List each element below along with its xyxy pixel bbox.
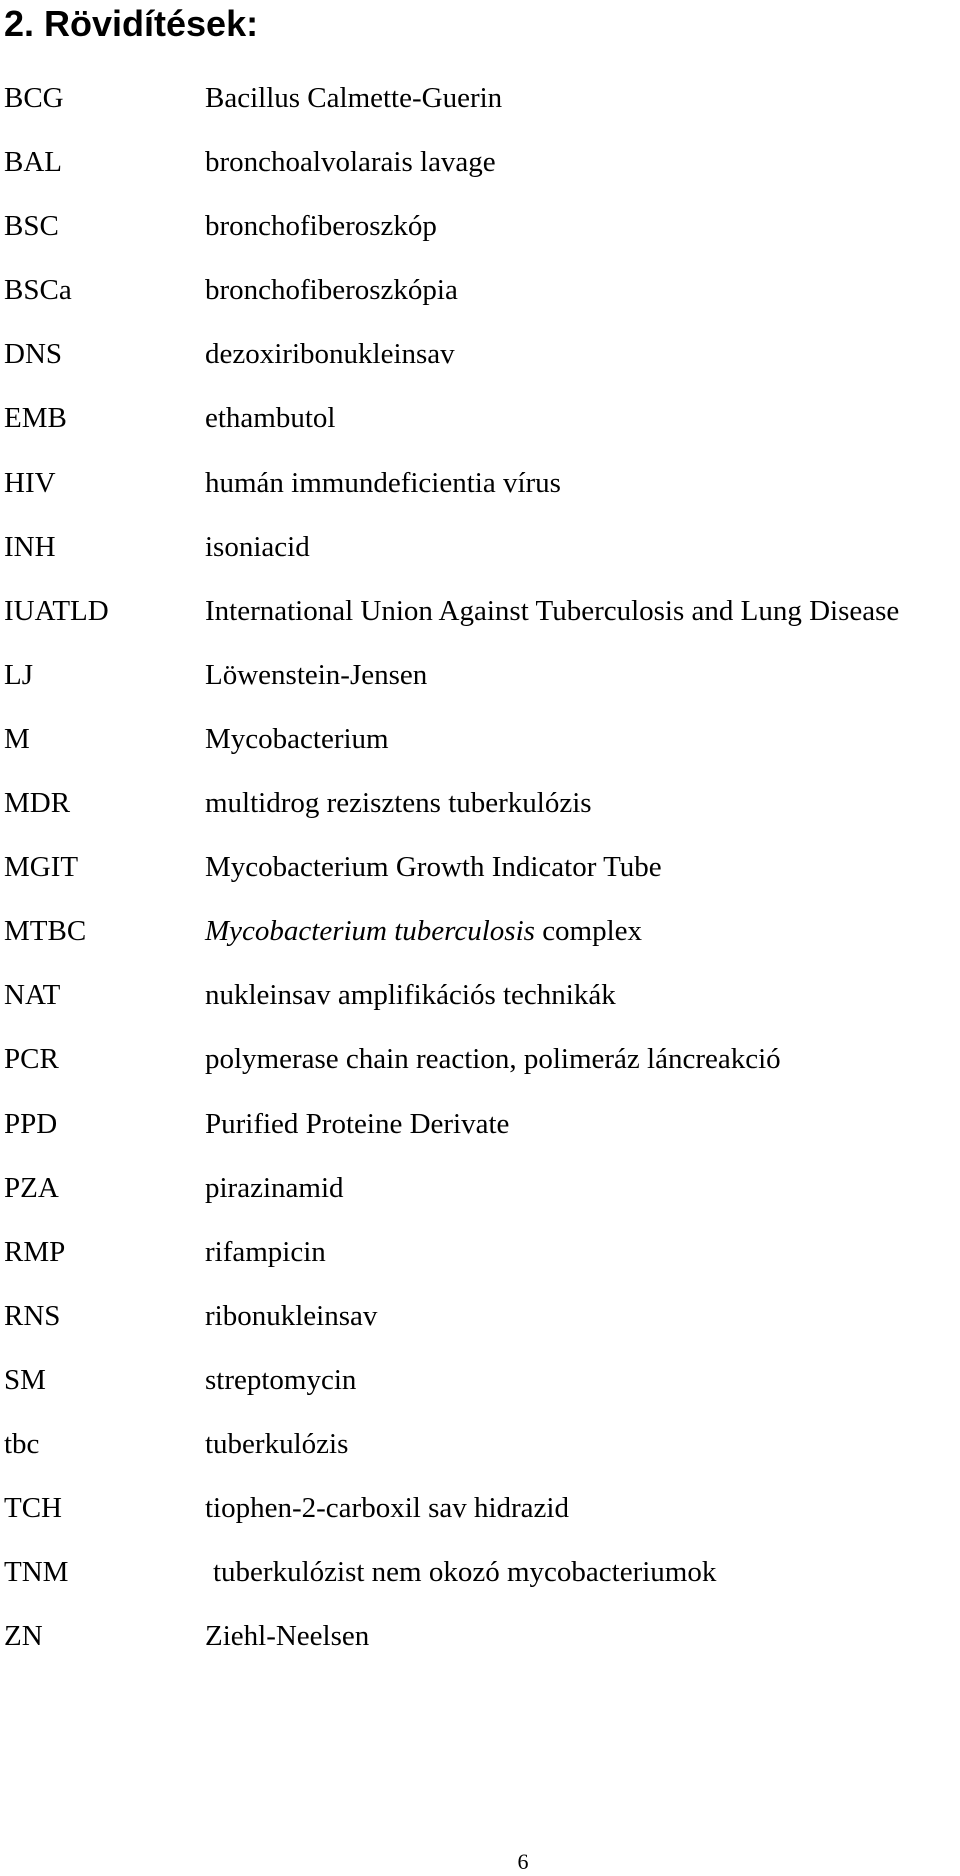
abbreviation-definition: Ziehl-Neelsen xyxy=(205,1620,370,1653)
abbreviation: MTBC xyxy=(4,915,87,948)
abbreviation-row-pcr xyxy=(0,1031,960,1095)
abbreviation-row-bsc xyxy=(0,198,960,262)
abbreviation-definition: Mycobacterium xyxy=(205,722,389,755)
abbreviation-row-dns xyxy=(0,326,960,390)
abbreviation-definition: streptomycin xyxy=(205,1363,357,1396)
abbreviation: HIV xyxy=(4,466,56,499)
abbreviation-list xyxy=(0,70,960,1672)
abbreviation-definition: multidrog rezisztens tuberkulózis xyxy=(205,787,592,820)
abbreviation-row-mgit xyxy=(0,839,960,903)
abbreviation-definition: isoniacid xyxy=(205,530,310,563)
abbreviation-row-lj xyxy=(0,647,960,711)
abbreviation: MGIT xyxy=(4,851,79,884)
abbreviation: SM xyxy=(4,1363,46,1396)
abbreviation-definition: International Union Against Tuberculosis and Lung Disease xyxy=(205,594,900,627)
abbreviation-row-sm xyxy=(0,1352,960,1416)
abbreviation: ZN xyxy=(4,1620,43,1653)
abbreviation-row-bsca xyxy=(0,262,960,326)
abbreviation: BCG xyxy=(4,82,64,114)
abbreviation: PPD xyxy=(4,1107,58,1140)
abbreviation-row-pza xyxy=(0,1160,960,1224)
abbreviation-definition: humán immundeficientia vírus xyxy=(205,466,561,499)
abbreviation-row-tnm xyxy=(0,1544,960,1608)
abbreviation: PCR xyxy=(4,1043,59,1076)
abbreviation: RMP xyxy=(4,1235,66,1268)
abbreviation-definition: ribonukleinsav xyxy=(205,1299,378,1332)
abbreviation: BSCa xyxy=(4,274,72,307)
definition-italic-part: Mycobacterium tuberculosis xyxy=(205,915,535,948)
abbreviation-row-tch xyxy=(0,1480,960,1544)
abbreviation: INH xyxy=(4,530,56,563)
abbreviation-definition: ethambutol xyxy=(205,402,336,435)
abbreviation: RNS xyxy=(4,1299,61,1332)
abbreviation-row-bal xyxy=(0,134,960,198)
abbreviation-definition: nukleinsav amplifikációs technikák xyxy=(205,979,616,1012)
abbreviation-row-zn xyxy=(0,1608,960,1672)
abbreviation-definition: tuberkulózis xyxy=(205,1427,349,1460)
abbreviation-definition: Löwenstein-Jensen xyxy=(205,658,428,691)
abbreviation-row-rns xyxy=(0,1288,960,1352)
abbreviation-definition: Mycobacterium Growth Indicator Tube xyxy=(205,851,662,884)
abbreviation-definition: bronchofiberoszkóp xyxy=(205,210,437,243)
abbreviation-definition: Purified Proteine Derivate xyxy=(205,1107,510,1140)
abbreviation: TCH xyxy=(4,1492,62,1525)
abbreviation: PZA xyxy=(4,1171,59,1204)
abbreviation-row-nat xyxy=(0,967,960,1031)
abbreviation: LJ xyxy=(4,658,33,691)
abbreviation: M xyxy=(4,722,30,755)
abbreviation-row-inh xyxy=(0,519,960,583)
abbreviation-definition: pirazinamid xyxy=(205,1171,344,1204)
abbreviation-definition: tuberkulózist nem okozó mycobacteriumok xyxy=(213,1556,717,1589)
abbreviation-row-iuatld xyxy=(0,583,960,647)
abbreviation: NAT xyxy=(4,979,61,1012)
abbreviation: IUATLD xyxy=(4,594,109,627)
abbreviation-definition: Bacillus Calmette-Guerin xyxy=(205,82,503,114)
abbreviation-row-hiv xyxy=(0,455,960,519)
section-heading: 2. Rövidítések: xyxy=(4,3,259,44)
abbreviation-row-emb xyxy=(0,390,960,454)
abbreviation: BSC xyxy=(4,210,59,243)
abbreviation-row-mtbc xyxy=(0,903,960,967)
abbreviation-row-tbc xyxy=(0,1416,960,1480)
page-number: 6 xyxy=(517,1849,529,1874)
abbreviation-row-m xyxy=(0,711,960,775)
abbreviation-row-rmp xyxy=(0,1224,960,1288)
abbreviation-row-ppd xyxy=(0,1096,960,1160)
abbreviation: BAL xyxy=(4,146,62,179)
abbreviation-row-mdr xyxy=(0,775,960,839)
abbreviation-definition: bronchoalvolarais lavage xyxy=(205,146,496,179)
abbreviation: tbc xyxy=(4,1427,40,1460)
abbreviation-row-bcg xyxy=(0,70,960,134)
abbreviation-definition: bronchofiberoszkópia xyxy=(205,274,458,307)
abbreviation: DNS xyxy=(4,338,63,371)
abbreviation-definition: tiophen-2-carboxil sav hidrazid xyxy=(205,1492,569,1525)
definition-rest: complex xyxy=(534,915,643,948)
abbreviation-definition: rifampicin xyxy=(205,1235,326,1268)
abbreviation-definition: polymerase chain reaction, polimeráz láncreakció xyxy=(205,1043,781,1076)
abbreviation: MDR xyxy=(4,787,71,820)
abbreviation: TNM xyxy=(4,1556,69,1589)
abbreviation-definition xyxy=(205,911,642,951)
abbreviation: EMB xyxy=(4,402,67,435)
abbreviation-definition: dezoxiribonukleinsav xyxy=(205,338,455,371)
